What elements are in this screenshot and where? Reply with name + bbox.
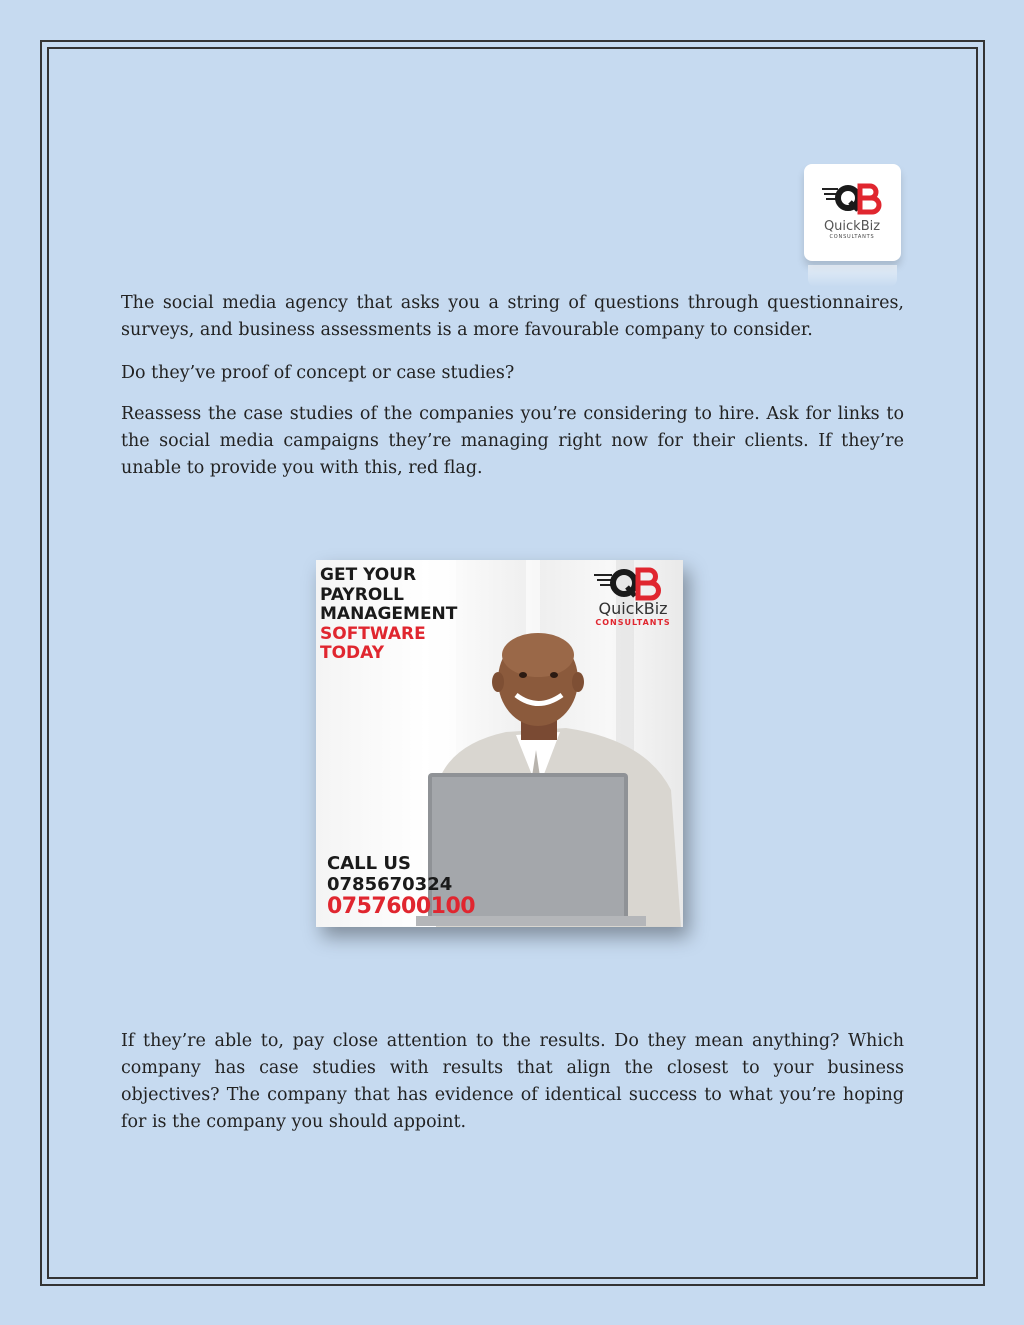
ad-phone-1: 0785670324 xyxy=(327,874,453,895)
paragraph-reassess-case-studies: Reassess the case studies of the companies you’re considering to hire. Ask for links to the social media campaigns they’re managing right now for their clients. If they’re unable to provide you with this, red flag. xyxy=(121,404,904,478)
paragraph-results: If they’re able to, pay close attention to the results. Do they mean anything? Which company has case studies with results that align the closest to your business objectives? The company that has evidence of identical success to what you’re hoping for is the company you should appoint. xyxy=(121,1031,904,1132)
logo-card-sub: CONSULTANTS xyxy=(829,234,875,240)
ad-brand-sub: CONSULTANTS xyxy=(595,618,671,627)
ad-call-block xyxy=(327,853,475,919)
ad-phone-2: 0757600100 xyxy=(327,894,476,919)
ad-headline-line-1: GET YOUR xyxy=(320,565,417,585)
ad-headline-line-3: MANAGEMENT xyxy=(320,604,458,624)
quickbiz-logo-mark-icon xyxy=(804,164,901,261)
paragraph-proof-of-concept: Do they’ve proof of concept or case studies? xyxy=(121,363,515,383)
ad-brand-name: QuickBiz xyxy=(598,599,668,618)
payroll-software-ad-image xyxy=(316,560,683,927)
ad-headline xyxy=(320,566,457,664)
ad-headline-line-4: SOFTWARE xyxy=(320,623,426,644)
ad-headline-line-2: PAYROLL xyxy=(320,584,404,605)
logo-card-brand: QuickBiz xyxy=(823,219,881,234)
paragraph-questionnaires: The social media agency that asks you a string of questions through questionnaires, surveys, and business assessments is a more favourable company to consider. xyxy=(121,293,904,340)
ad-headline-line-5: TODAY xyxy=(320,643,384,663)
quickbiz-logo-card xyxy=(804,164,901,261)
ad-quickbiz-logo-icon xyxy=(584,565,679,601)
ad-call-label: CALL US xyxy=(327,853,411,874)
